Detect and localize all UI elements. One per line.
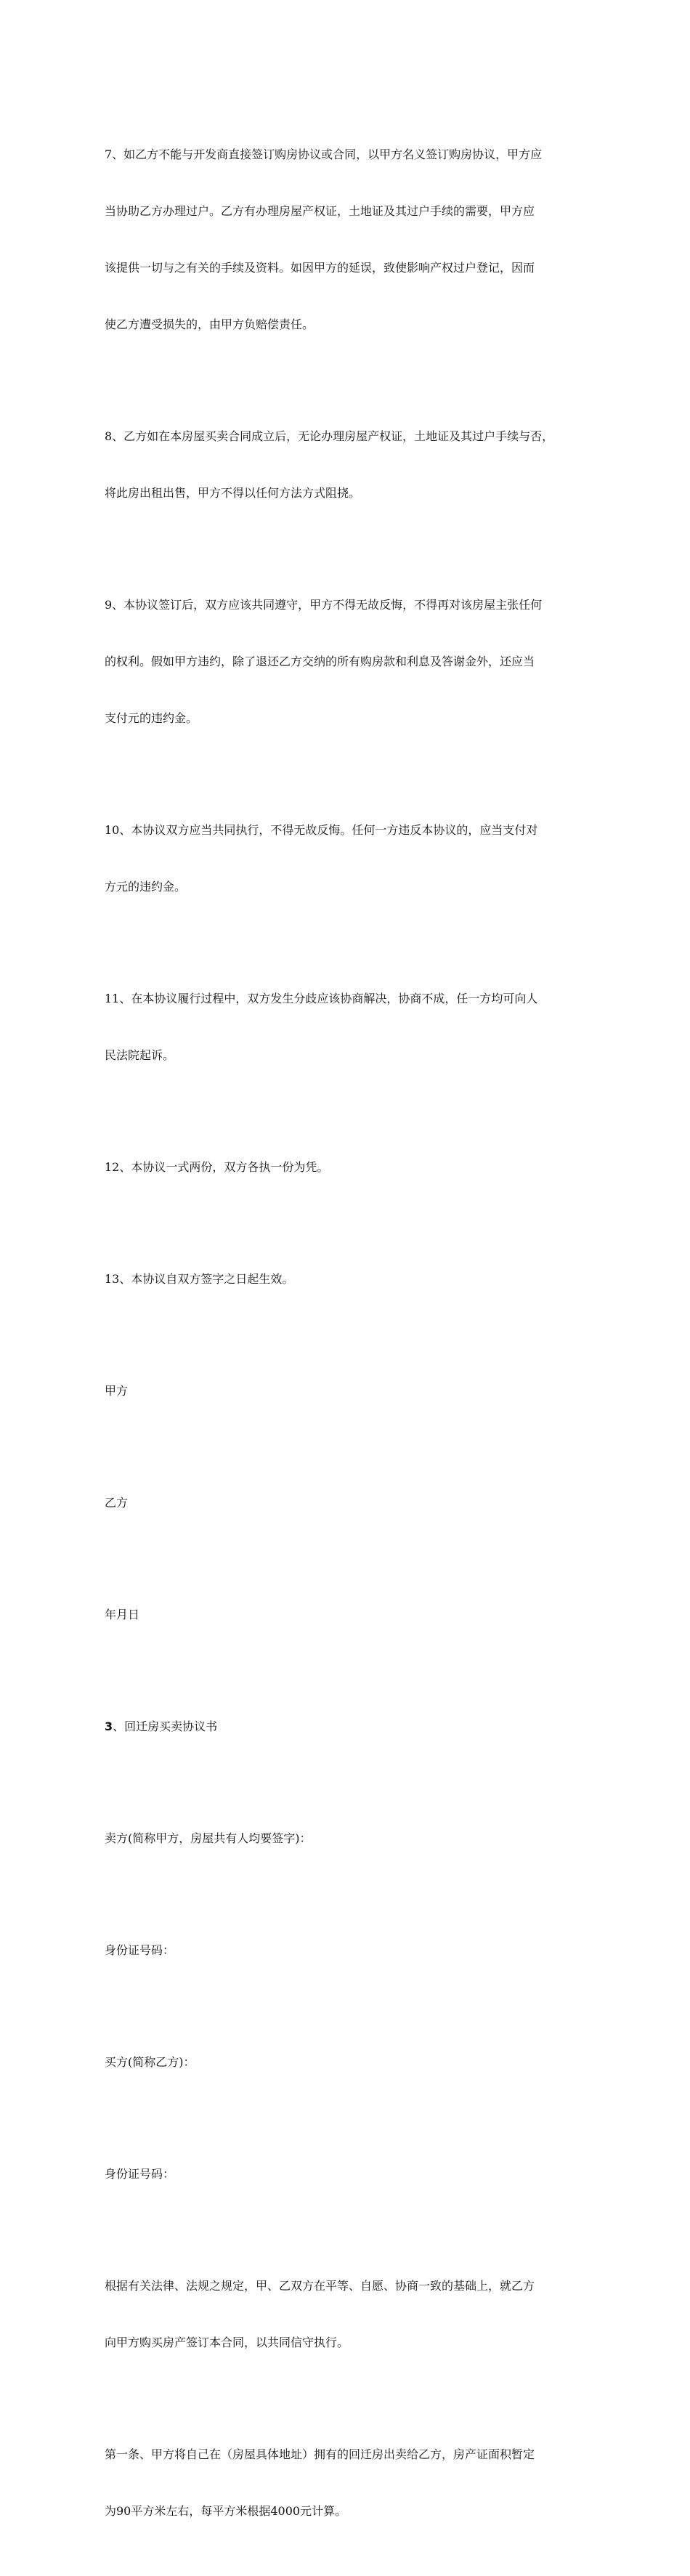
text-line: 12、本协议一式两份，双方各执一份为凭。 [105, 1160, 329, 1174]
signature-party-a [105, 1344, 593, 1438]
signature-date [105, 1568, 593, 1662]
clause-11 [105, 952, 593, 1103]
article-1 [105, 2407, 593, 2559]
preamble [105, 2239, 593, 2390]
clause-7 [105, 108, 593, 372]
text-line: 10、本协议双方应当共同执行，不得无故反悔。任何一方违反本协议的，应当支付对 [105, 823, 538, 837]
text-line: 9、本协议签订后，双方应该共同遵守，甲方不得无故反悔，不得再对该房屋主张任何 [105, 598, 543, 612]
text-line: 向甲方购买房产签订本合同，以共同信守执行。 [105, 2336, 349, 2349]
document-body [105, 108, 593, 2576]
clause-13 [105, 1232, 593, 1327]
text-line: 8、乙方如在本房屋买卖合同成立后，无论办理房屋产权证，土地证及其过户手续与否， [105, 429, 554, 443]
text-line: 身份证号码： [105, 1943, 175, 1957]
text-line: 根据有关法律、法规之规定，甲、乙双方在平等、自愿、协商一致的基础上，就乙方 [105, 2279, 535, 2293]
text-line: 卖方(简称甲方，房屋共有人均要签字)： [105, 1831, 312, 1845]
section-3-heading [105, 1680, 593, 1774]
section-number: 3 [105, 1720, 113, 1733]
text-line: 买方(简称乙方)： [105, 2055, 195, 2069]
clause-12 [105, 1120, 593, 1215]
text-line: 13、本协议自双方签字之日起生效。 [105, 1272, 294, 1286]
text-line: 年月日 [105, 1608, 140, 1621]
section-title: 、回迁房买卖协议书 [113, 1720, 218, 1733]
text-line: 支付元的违约金。 [105, 711, 198, 725]
text-line: 使乙方遭受损失的，由甲方负赔偿责任。 [105, 317, 314, 331]
buyer-id-line [105, 2127, 593, 2221]
text-line: 身份证号码： [105, 2167, 175, 2181]
text-line: 为90平方米左右，每平方米根据4000元计算。 [105, 2504, 347, 2518]
section-heading-line [105, 1717, 593, 1736]
text-line: 的权利。假如甲方违约，除了退还乙方交纳的所有购房款和利息及答谢金外，还应当 [105, 655, 535, 668]
text-line: 甲方 [105, 1384, 129, 1398]
text-line: 7、如乙方不能与开发商直接签订购房协议或合同，以甲方名义签订购房协议，甲方应 [105, 147, 543, 161]
buyer-line [105, 2015, 593, 2110]
seller-line [105, 1791, 593, 1886]
clause-8 [105, 389, 593, 540]
clause-10 [105, 783, 593, 934]
seller-id-line [105, 1903, 593, 1998]
text-line: 将此房出租出售，甲方不得以任何方法方式阻挠。 [105, 486, 361, 500]
signature-party-b [105, 1456, 593, 1550]
text-line: 该提供一切与之有关的手续及资料。如因甲方的延误，致使影响产权过户登记，因而 [105, 261, 535, 275]
text-line: 方元的违约金。 [105, 880, 187, 894]
text-line: 民法院起诉。 [105, 1048, 175, 1062]
clause-9 [105, 558, 593, 766]
text-line: 乙方 [105, 1496, 129, 1510]
text-line: 第一条、甲方将自己在（房屋具体地址）拥有的回迁房出卖给乙方，房产证面积暂定 [105, 2447, 535, 2461]
text-line: 11、在本协议履行过程中，双方发生分歧应该协商解决，协商不成，任一方均可向人 [105, 992, 538, 1005]
text-line: 当协助乙方办理过户。乙方有办理房屋产权证，土地证及其过户手续的需要，甲方应 [105, 204, 535, 218]
